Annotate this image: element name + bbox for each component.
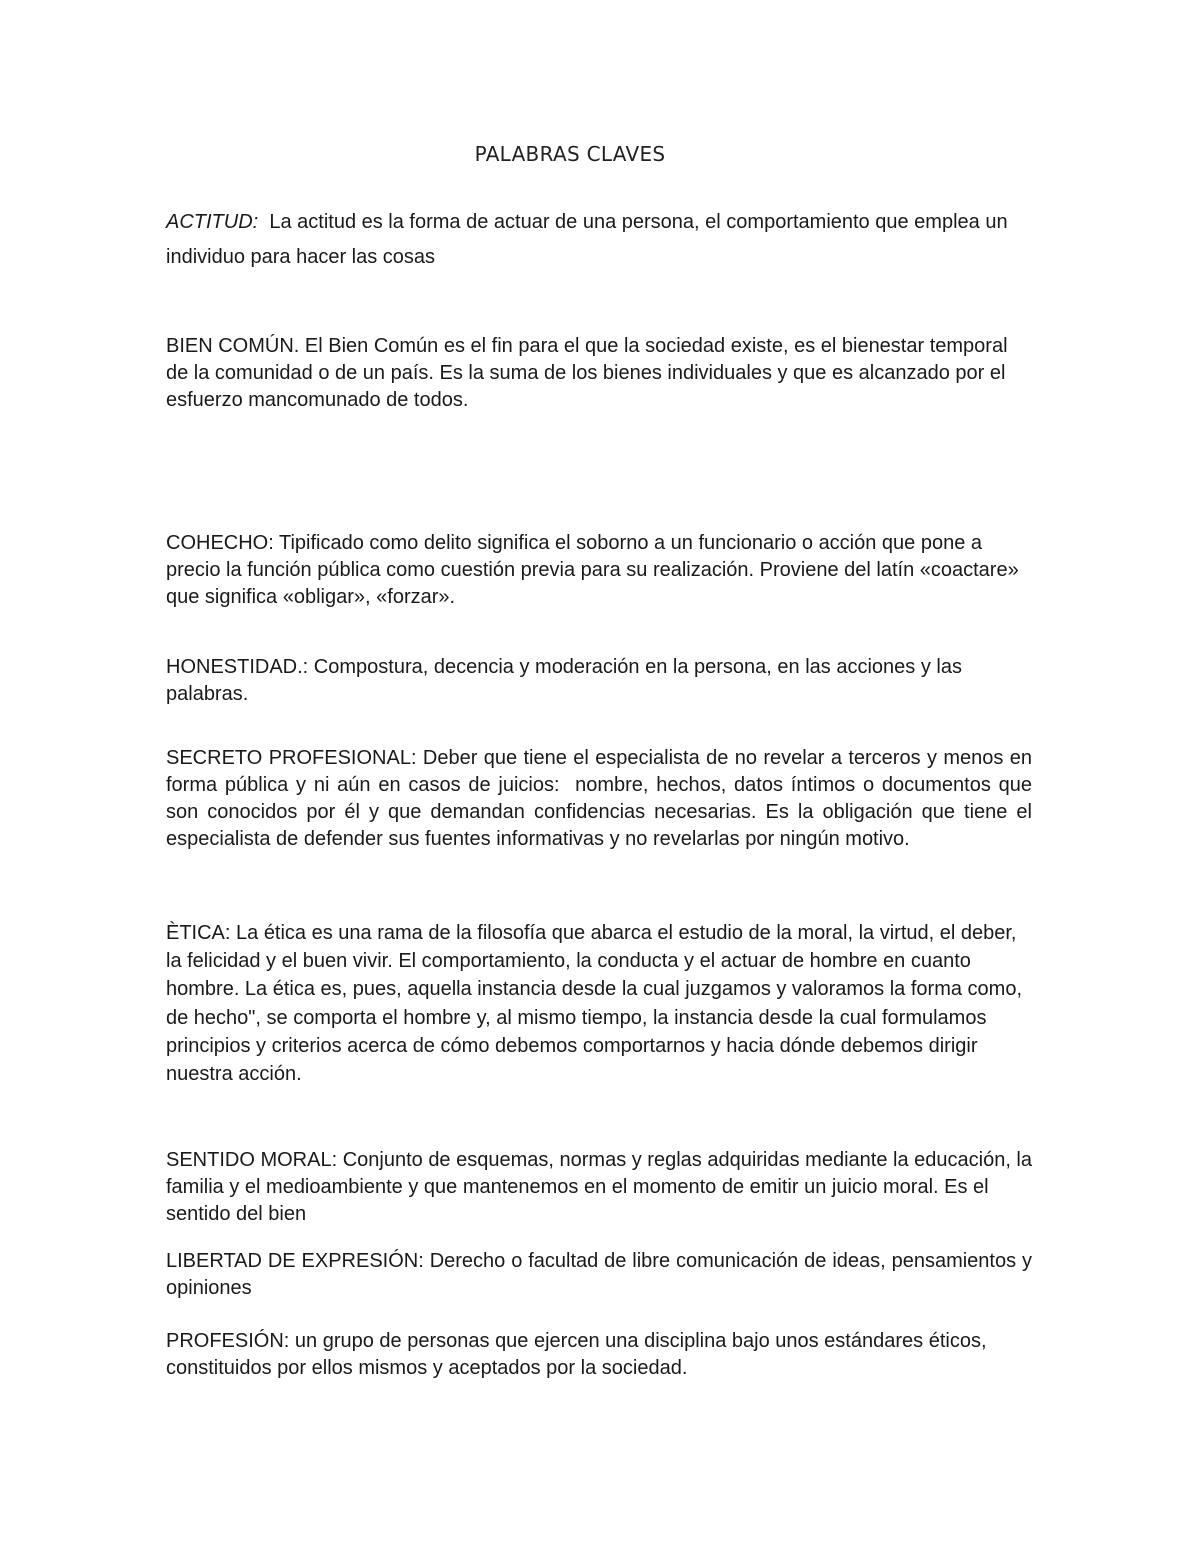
term-honestidad: HONESTIDAD.:	[166, 656, 309, 678]
definition-actitud: La actitud es la forma de actuar de una persona, el comportamiento que emplea un individuo para hacer las cosas	[166, 211, 1014, 268]
term-profesion: PROFESIÓN:	[166, 1330, 290, 1352]
definition-etica: La ética es una rama de la filosofía que abarca el estudio de la moral, la virtud, el deber, la felicidad y el buen vivir. El comportamiento, la conducta y el actuar de hombre en cuanto hombre. La ética es, pues, aquella instancia desde la cual juzgamos y valoramos la forma como, de hecho", se comporta el hombre y, al mismo tiempo, la instancia desde la cual formulamos principios y criterios acerca de cómo debemos comportarnos y hacia dónde debemos dirigir nuestra acción.	[166, 922, 1023, 1086]
definition-sentido-moral: Conjunto de esquemas, normas y reglas adquiridas mediante la educación, la familia y el medioambiente y que mantenemos en el momento de emitir un juicio moral. Es el sentido del bien	[166, 1149, 1032, 1225]
term-bien-comun: BIEN COMÚN.	[166, 335, 300, 357]
definition-secreto-profesional: Deber que tiene el especialista de no revelar a terceros y menos en forma pública y ni aún en casos de juicios: nombre, hechos, datos íntimos o documentos que son conocidos por él y que demandan confidencias necesarias. Es la obligación que tiene el especialista de defender sus fuentes informativas y no revelarlas por ningún motivo.	[166, 747, 1038, 850]
term-cohecho: COHECHO:	[166, 532, 274, 554]
term-actitud: ACTITUD:	[166, 211, 259, 233]
entry-actitud	[166, 205, 1032, 275]
entry-secreto-profesional	[166, 745, 1038, 853]
definition-profesion: un grupo de personas que ejercen una disciplina bajo unos estándares éticos, constituidos por ellos mismos y aceptados por la sociedad.	[166, 1330, 987, 1379]
term-etica: ÈTICA:	[166, 922, 231, 944]
entry-cohecho	[166, 530, 1032, 611]
document-title: PALABRAS CLAVES	[474, 142, 666, 166]
term-libertad-expresion: LIBERTAD DE EXPRESIÓN:	[166, 1250, 424, 1272]
entry-bien-comun	[166, 333, 1032, 414]
term-secreto-profesional: SECRETO PROFESIONAL:	[166, 747, 417, 769]
entry-honestidad	[166, 654, 1032, 708]
definition-cohecho: Tipificado como delito significa el soborno a un funcionario o acción que pone a precio la función pública como cuestión previa para su realización. Proviene del latín «coactare» que significa «obligar», «forzar».	[166, 532, 1019, 608]
entry-etica	[166, 919, 1032, 1088]
entry-libertad-expresion	[166, 1248, 1032, 1302]
entry-sentido-moral	[166, 1147, 1032, 1228]
entry-profesion	[166, 1328, 1032, 1382]
definition-honestidad: Compostura, decencia y moderación en la persona, en las acciones y las palabras.	[166, 656, 962, 705]
term-sentido-moral: SENTIDO MORAL:	[166, 1149, 338, 1171]
definition-bien-comun: El Bien Común es el fin para el que la sociedad existe, es el bienestar temporal de la comunidad o de un país. Es la suma de los bienes individuales y que es alcanzado por el esfuerzo mancomunado de todos.	[166, 335, 1008, 411]
definition-libertad-expresion: Derecho o facultad de libre comunicación de ideas, pensamientos y opiniones	[166, 1250, 1033, 1299]
